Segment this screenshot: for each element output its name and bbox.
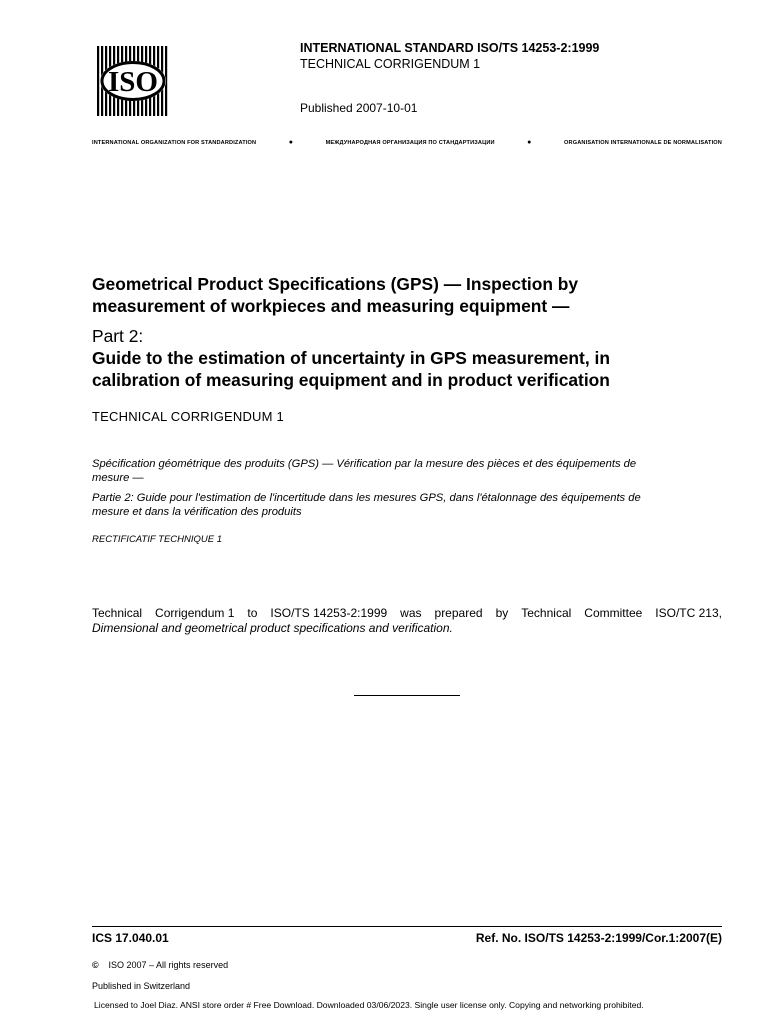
footer-rule [92, 926, 722, 927]
part-label: Part 2: [92, 326, 144, 346]
part-title [92, 347, 732, 391]
corrigendum-label: TECHNICAL CORRIGENDUM 1 [300, 57, 481, 71]
part-title-line: Guide to the estimation of uncertainty in GPS measurement, in [92, 348, 610, 368]
license-notice: Licensed to Joel Diaz. ANSI store order # Free Download. Downloaded 03/06/2023. Single user license only. Copying and networking prohibited. [94, 1000, 644, 1010]
copyright-notice [92, 960, 228, 970]
french-title-line: Spécification géométrique des produits (GPS) — Vérification par la mesure des pièces et des équipements de [92, 458, 637, 470]
org-name-english: INTERNATIONAL ORGANIZATION FOR STANDARDIZATION [92, 139, 257, 146]
title-line: measurement of workpieces and measuring equipment — [92, 296, 570, 316]
ics-code: ICS 17.040.01 [92, 931, 169, 945]
french-title-line: mesure — [92, 472, 144, 484]
org-name-russian: МЕЖДУНАРОДНАЯ ОРГАНИЗАЦИЯ ПО СТАНДАРТИЗАЦИИ [325, 139, 495, 146]
body-paragraph [92, 606, 722, 636]
end-separator [354, 695, 460, 696]
standard-designation: INTERNATIONAL STANDARD ISO/TS 14253-2:1999 [300, 41, 600, 55]
body-word: Committee [584, 606, 643, 620]
french-part-line: mesure et dans la vérification des produits [92, 506, 302, 518]
body-word: Technical [92, 606, 143, 620]
technical-corrigendum-heading: TECHNICAL CORRIGENDUM 1 [92, 409, 284, 424]
body-word: to [247, 606, 258, 620]
org-name-french: ORGANISATION INTERNATIONALE DE NORMALISATION [564, 139, 722, 146]
body-line: Dimensional and geometrical product specifications and verification. [92, 621, 453, 635]
body-word: ISO/TS 14253-2:1999 [270, 606, 388, 620]
organization-line [92, 139, 722, 146]
published-date: Published 2007-10-01 [300, 101, 418, 115]
body-word: prepared [434, 606, 483, 620]
body-word: ISO/TC 213, [655, 606, 722, 620]
body-word: was [400, 606, 422, 620]
logo-text: ISO [108, 66, 158, 98]
title-line: Geometrical Product Specifications (GPS) — Inspection by [92, 274, 579, 294]
org-separator: ● [288, 139, 294, 146]
copyright-text: ISO 2007 – All rights reserved [108, 960, 229, 970]
reference-number: Ref. No. ISO/TS 14253-2:1999/Cor.1:2007(E) [475, 931, 722, 945]
document-title [92, 273, 732, 317]
body-line [92, 606, 722, 621]
french-title [92, 457, 722, 485]
org-separator: ● [527, 139, 532, 146]
part-title-line: calibration of measuring equipment and in product verification [92, 370, 610, 390]
body-word: Technical [521, 606, 572, 620]
body-word: Corrigendum 1 [155, 606, 235, 620]
french-part-title [92, 491, 722, 519]
iso-logo [96, 44, 170, 118]
french-part-line: Partie 2: Guide pour l'estimation de l'incertitude dans les mesures GPS, dans l'étalonnage des équipements de [92, 492, 641, 504]
rectificatif-label: RECTIFICATIF TECHNIQUE 1 [92, 534, 223, 545]
copyright-icon: © [92, 960, 99, 970]
published-in: Published in Switzerland [92, 981, 191, 991]
body-word: by [495, 606, 509, 620]
